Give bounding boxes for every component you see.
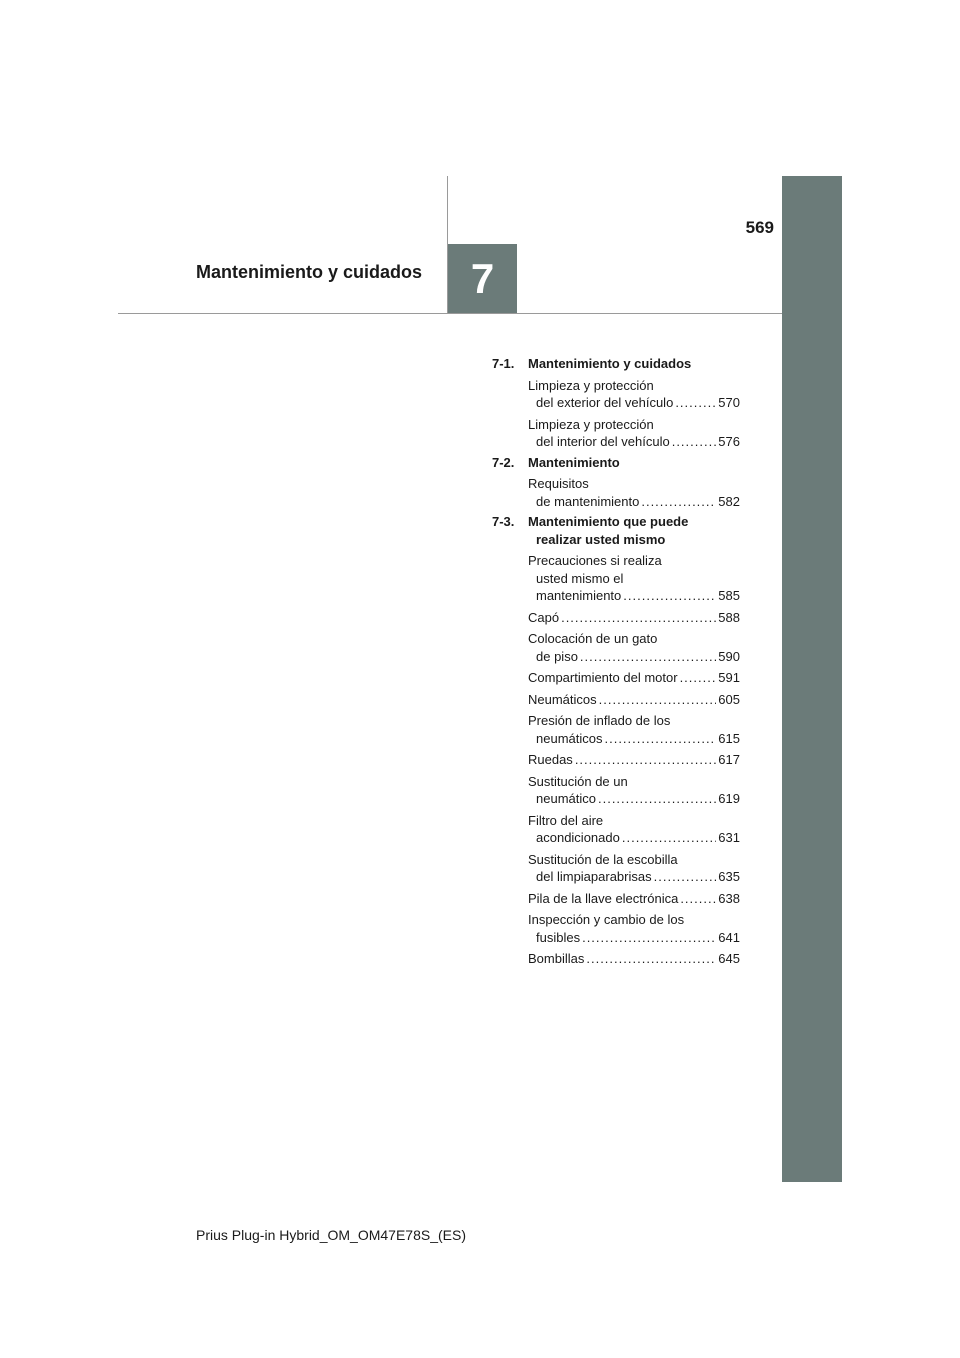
toc-entry-page-number: 638: [718, 890, 740, 906]
toc-entry-page-number: 582: [718, 493, 740, 509]
toc-dot-leader: [672, 433, 717, 451]
page-number: 569: [745, 218, 774, 237]
toc-entry-text: de piso: [536, 648, 578, 664]
toc-entry-final-line: [528, 890, 740, 908]
toc-entry-final-line: [528, 648, 740, 666]
toc-entry-page-number: 588: [718, 609, 740, 625]
toc-entry-page-number: 570: [718, 395, 740, 410]
toc-dot-leader: [604, 730, 716, 748]
toc-entry[interactable]: [528, 416, 740, 451]
toc-entry-final-line: [528, 669, 740, 687]
toc-section: [492, 454, 740, 511]
toc-entry[interactable]: [528, 630, 740, 665]
toc-dot-leader: [623, 587, 716, 605]
toc-section-title-block: [528, 513, 740, 548]
toc-entry-text: neumáticos: [536, 730, 603, 746]
toc-section-heading[interactable]: [492, 355, 740, 373]
toc-entry[interactable]: [528, 691, 740, 709]
toc-dot-leader: [675, 394, 716, 412]
chapter-side-tab: [782, 176, 842, 1182]
toc-entry-text: Requisitos: [528, 476, 589, 491]
toc-dot-leader: [599, 691, 717, 709]
toc-entry[interactable]: [528, 712, 740, 747]
toc-entry-final-line: [528, 493, 740, 511]
toc-entry-final-line: [528, 587, 740, 605]
toc-dot-leader: [575, 751, 716, 769]
toc-entry-text: Neumáticos: [528, 691, 597, 707]
toc-section-title: Mantenimiento que puede: [528, 514, 689, 529]
toc-entry[interactable]: [528, 669, 740, 687]
toc-dot-leader: [580, 648, 716, 666]
toc-entry-final-line: [528, 730, 740, 748]
toc-entry-text: neumático: [536, 791, 596, 806]
toc-entry-final-line: [528, 433, 740, 451]
toc-section: [492, 355, 740, 451]
toc-entry-text: Inspección y cambio de los: [528, 912, 685, 927]
toc-section-title-block: [528, 454, 740, 472]
toc-entry-page-number: 619: [718, 791, 740, 806]
toc-entry-final-line: [528, 950, 740, 968]
toc-entry-text: Sustitución de un: [528, 773, 628, 789]
toc-section-heading[interactable]: [492, 454, 740, 472]
toc-entry-page-number: 605: [718, 691, 740, 707]
toc-entry[interactable]: [528, 851, 740, 886]
toc-section-number: 7-3.: [492, 514, 515, 529]
toc-dot-leader: [561, 609, 716, 627]
toc-dot-leader: [680, 890, 716, 908]
toc-entry-final-line: [528, 929, 740, 947]
toc-entry[interactable]: [528, 552, 740, 605]
toc-dot-leader: [654, 868, 717, 886]
toc-dot-leader: [641, 493, 716, 511]
toc-entry-text: Capó: [528, 609, 560, 625]
toc-entry-text: usted mismo el: [536, 570, 624, 586]
footer-document-id: Prius Plug-in Hybrid_OM_OM47E78S_(ES): [196, 1227, 466, 1243]
toc-entry-final-line: [528, 609, 740, 627]
header-horizontal-divider: [118, 313, 782, 314]
toc-section-title-continued: realizar usted mismo: [536, 531, 666, 547]
toc-entry-text: del exterior del vehículo: [536, 395, 674, 410]
toc-dot-leader: [586, 950, 716, 968]
toc-entry[interactable]: [528, 812, 740, 847]
toc-entry-final-line: [528, 394, 740, 412]
toc-section: [492, 513, 740, 968]
toc-entry[interactable]: [528, 911, 740, 946]
toc-entry-text: del limpiaparabrisas: [536, 869, 652, 884]
toc-entry-page-number: 576: [718, 434, 740, 449]
toc-entry-final-line: [528, 790, 740, 808]
toc-dot-leader: [680, 669, 717, 687]
toc-entry-final-line: [528, 829, 740, 847]
toc-entry-text: Compartimiento del motor: [528, 670, 678, 685]
toc-section-number: 7-1.: [492, 356, 515, 371]
toc-entry-text: Presión de inflado de los: [528, 713, 671, 728]
toc-entry[interactable]: [528, 609, 740, 627]
toc-entry-text: Precauciones si realiza: [528, 553, 662, 568]
toc-dot-leader: [582, 929, 716, 947]
toc-entry-page-number: 617: [718, 752, 740, 767]
toc-entry[interactable]: [528, 773, 740, 808]
toc-entry-text: Limpieza y protección: [528, 377, 654, 393]
toc-entry[interactable]: [528, 475, 740, 510]
toc-section-heading[interactable]: [492, 513, 740, 548]
toc-entry-text: Colocación de un gato: [528, 631, 658, 646]
toc-entry-text: mantenimiento: [536, 588, 622, 603]
toc-entry-text: Sustitución de la escobilla: [528, 851, 678, 867]
toc-entry-page-number: 590: [718, 648, 740, 664]
chapter-title: Mantenimiento y cuidados: [196, 262, 423, 282]
chapter-number-box: 7: [448, 244, 517, 313]
toc-entry-page-number: 591: [718, 670, 740, 685]
toc-entry[interactable]: [528, 751, 740, 769]
toc-entry-page-number: 585: [718, 588, 740, 603]
toc-entry-text: Pila de la llave electrónica: [528, 890, 679, 906]
toc-entry-page-number: 615: [718, 730, 740, 746]
toc-entry-page-number: 645: [718, 951, 740, 966]
toc-entry-text: fusibles: [536, 929, 581, 945]
toc-entry[interactable]: [528, 890, 740, 908]
toc-section-title: Mantenimiento y cuidados: [528, 356, 692, 371]
toc-entry-text: del interior del vehículo: [536, 434, 670, 449]
toc-section-title: Mantenimiento: [528, 454, 620, 470]
toc-dot-leader: [598, 790, 716, 808]
toc-entry-text: Filtro del aire: [528, 812, 604, 828]
toc-entry-page-number: 635: [718, 869, 740, 884]
table-of-contents: [492, 355, 740, 971]
toc-entry-page-number: 641: [718, 929, 740, 945]
toc-entry-text: de mantenimiento: [536, 493, 640, 509]
toc-section-number: 7-2.: [492, 454, 515, 470]
toc-dot-leader: [622, 829, 716, 847]
toc-entry[interactable]: [528, 950, 740, 968]
toc-entry-final-line: [528, 868, 740, 886]
toc-entry[interactable]: [528, 377, 740, 412]
toc-entry-page-number: 631: [718, 830, 740, 845]
toc-entry-final-line: [528, 691, 740, 709]
toc-entry-text: Bombillas: [528, 951, 585, 966]
toc-entry-final-line: [528, 751, 740, 769]
toc-entry-text: acondicionado: [536, 830, 620, 845]
toc-entry-text: Limpieza y protección: [528, 416, 654, 432]
toc-section-title-block: [528, 355, 740, 373]
toc-entry-text: Ruedas: [528, 752, 573, 767]
